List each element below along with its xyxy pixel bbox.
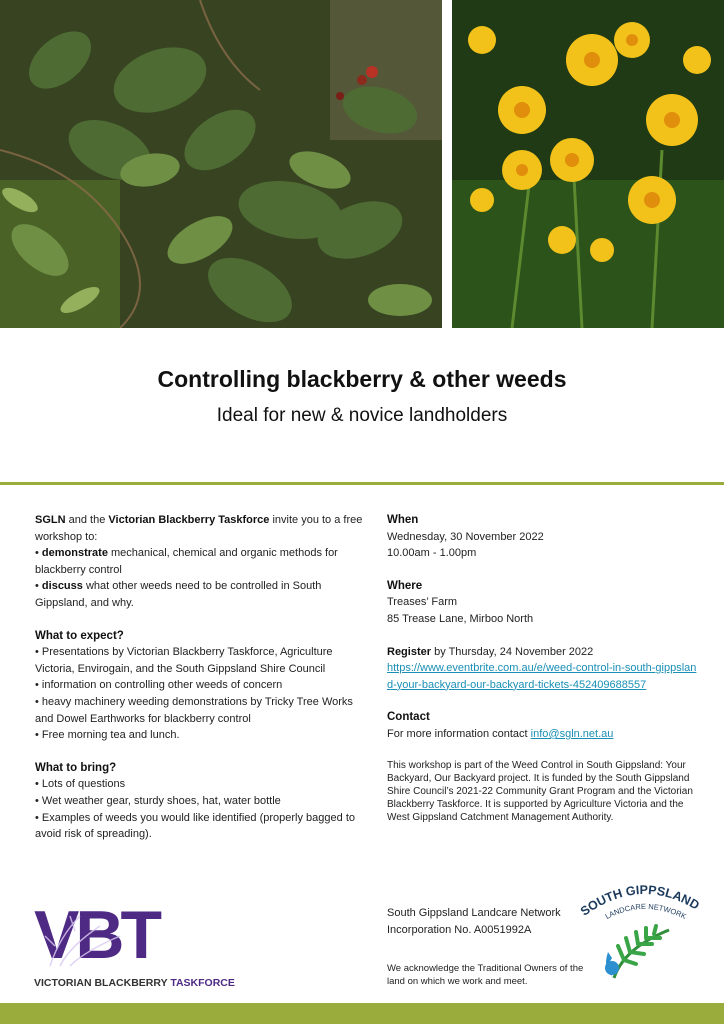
bullet-text: what other weeds need to be controlled in South Gippsland, and why. — [35, 580, 322, 609]
network-info — [387, 905, 567, 938]
network-name: South Gippsland Landcare Network — [387, 907, 561, 919]
list-item: • Presentations by Victorian Blackberry Taskforce, Agriculture Victoria, Envirogain, and the South Gippsland Shire Council — [35, 646, 333, 675]
page-subtitle: Ideal for new & novice landholders — [216, 405, 508, 426]
org-vbt: Victorian Blackberry Taskforce — [108, 514, 270, 526]
list-item: • heavy machinery weeding demonstrations by Tricky Tree Works and Dowel Earthworks for blackberry control — [35, 695, 353, 725]
bring-heading: What to bring? — [35, 761, 117, 774]
page-title: Controlling blackberry & other weeds — [157, 366, 567, 392]
incorporation-no: Incorporation No. A0051992A — [387, 923, 532, 936]
list-item-text: Wet weather gear, sturdy shoes, hat, water bottle — [41, 794, 281, 807]
register-deadline: by Thursday, 24 November 2022 — [431, 645, 594, 658]
list-item-text: Lots of questions — [41, 778, 126, 791]
list-item: • information on controlling other weeds of concern — [35, 679, 283, 692]
vbt-logo-letters: VBT — [34, 897, 158, 973]
intro-text — [35, 512, 371, 545]
fern-icon — [605, 926, 669, 978]
where-heading: Where — [387, 579, 423, 592]
when-heading: When — [387, 514, 419, 526]
list-item-text: information on controlling other weeds of concern — [41, 679, 283, 692]
contact-heading: Contact — [387, 711, 430, 724]
bullet-keyword: demonstrate — [41, 547, 108, 560]
list-item-text: Examples of weeds you would like identified (properly bagged to avoid risk of spreading). — [35, 811, 355, 841]
bullet-keyword: discuss — [41, 580, 83, 593]
vbt-logo — [34, 897, 235, 992]
register-line — [387, 644, 697, 661]
funding-text: This workshop is part of the Weed Control in South Gippsland: Your Backyard, Our Backyard project. It is funded by the South Gippsland Shire Council’s 2021-22 Community Grant Program and the Victorian Blackberry Taskforce. It is supported by Agriculture Victoria and the West Gippsland Catchment Management Authority. — [387, 759, 693, 823]
olive-divider — [0, 482, 724, 485]
intro-invite: invite you to a free workshop to: — [35, 514, 363, 543]
list-item: • Lots of questions — [35, 778, 126, 791]
expect-heading: What to expect? — [35, 629, 124, 642]
org-sgln: SGLN — [35, 514, 66, 526]
register-link[interactable]: https://www.eventbrite.com.au/e/weed-control-in-south-gippsland-your-backyard-our-backyard-tickets-452409688557 — [387, 662, 697, 691]
venue-name: Treases’ Farm — [387, 596, 458, 609]
list-item: • Wet weather gear, sturdy shoes, hat, water bottle — [35, 794, 281, 807]
event-date: Wednesday, 30 November 2022 — [387, 530, 544, 543]
left-column — [35, 512, 371, 843]
vbt-caption-a: VICTORIAN BLACKBERRY — [34, 977, 171, 989]
vbt-caption-b: TASKFORCE — [170, 977, 235, 989]
list-item: • Examples of weeds you would like identified (properly bagged to avoid risk of spreading). — [35, 811, 355, 841]
blackberry-bush-photo — [0, 0, 442, 328]
list-item-text: heavy machinery weeding demonstrations by Tricky Tree Works and Dowel Earthworks for blackberry control — [35, 695, 353, 725]
acknowledgement-text: We acknowledge the Traditional Owners of the land on which we work and meet. — [387, 963, 584, 987]
list-item-text: Free morning tea and lunch. — [41, 729, 180, 742]
sgln-logo-top-text: SOUTH GIPPSLAND — [577, 882, 702, 919]
vbt-logo-caption — [34, 977, 234, 989]
svg-text:LANDCARE NETWORK — [604, 902, 688, 921]
contact-line — [387, 726, 697, 743]
intro-and: and the — [65, 514, 109, 526]
olive-footer-band — [0, 1003, 724, 1024]
venue-address: 85 Trease Lane, Mirboo North — [387, 612, 534, 625]
sgln-logo — [574, 878, 714, 986]
intro-bullet: • demonstrate mechanical, chemical and organic methods for blackberry control — [35, 547, 338, 576]
list-item-text: Presentations by Victorian Blackberry Taskforce, Agriculture Victoria, Envirogain, and the South Gippsland Shire Council — [35, 646, 333, 675]
intro-bullet: • discuss what other weeds need to be controlled in South Gippsland, and why. — [35, 580, 322, 609]
ragwort-flowers-photo — [452, 0, 724, 328]
list-item: • Free morning tea and lunch. — [35, 729, 180, 742]
event-time: 10.00am - 1.00pm — [387, 547, 477, 560]
contact-text: For more information contact — [387, 727, 531, 740]
bramble-icon — [40, 906, 130, 968]
contact-email-link[interactable]: info@sgln.net.au — [530, 727, 614, 740]
bullet-text: mechanical, chemical and organic methods for blackberry control — [35, 547, 338, 576]
sgln-logo-bottom-text: LANDCARE NETWORK — [603, 901, 688, 921]
register-heading: Register — [387, 645, 432, 658]
right-column — [387, 512, 697, 824]
